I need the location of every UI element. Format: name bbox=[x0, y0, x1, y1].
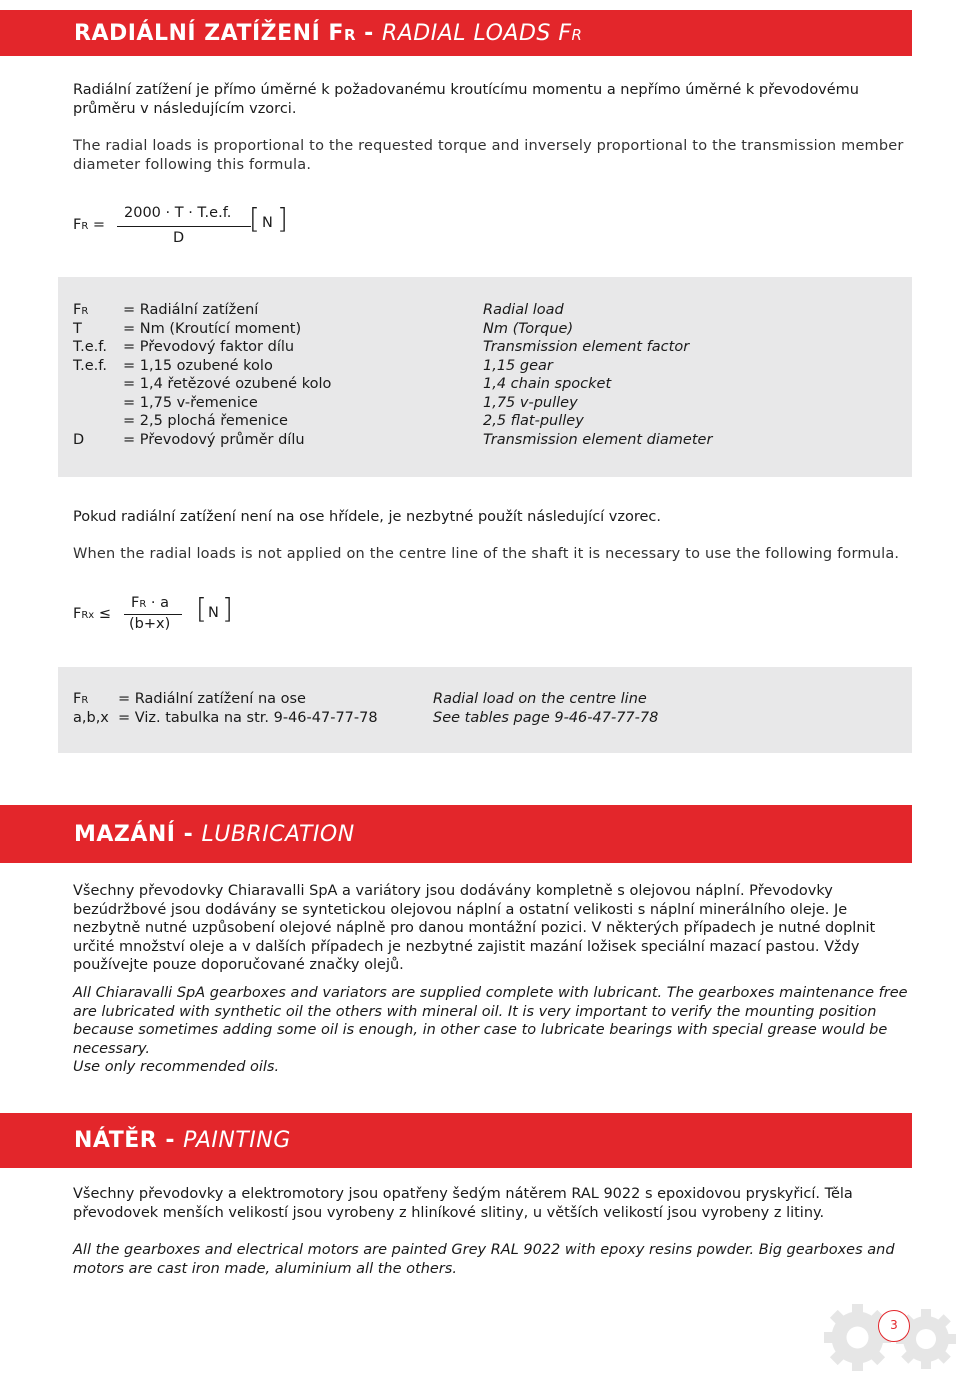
radial-section-header bbox=[0, 10, 912, 56]
formula2-num-sub: R bbox=[139, 599, 147, 610]
formula-unit: N bbox=[262, 215, 273, 231]
legend-desc-cz: = Nm (Kroutící moment) bbox=[123, 320, 302, 337]
legend-desc-cz: = Převodový faktor dílu bbox=[123, 339, 295, 355]
formula2-num-rest: · a bbox=[146, 595, 170, 611]
formula2-leq: ≤ bbox=[98, 606, 111, 622]
radial-title-cz: RADIÁLNÍ ZATÍŽENÍ F bbox=[74, 21, 344, 46]
legend-symbol-text: T.e.f. bbox=[73, 339, 107, 355]
legend-desc-en: 2,5 flat-pulley bbox=[483, 413, 584, 429]
legend-desc-cz: = Radiální zatížení bbox=[123, 302, 259, 318]
formula2-bracket-left: [ bbox=[196, 592, 207, 625]
legend-symbol bbox=[73, 357, 107, 377]
painting-text-en: All the gearboxes and electrical motors are painted Grey RAL 9022 with epoxy resins powder. Big gearboxes and motors are cast iron made, aluminium all the others. bbox=[73, 1242, 895, 1277]
legend-desc-en: 1,15 gear bbox=[483, 357, 553, 374]
formula2-denominator: (b+x) bbox=[129, 616, 171, 632]
legend-desc-cz: = Převodový průměr dílu bbox=[123, 431, 305, 448]
formula-lhs: F bbox=[73, 217, 82, 233]
legend-symbol-text: F bbox=[73, 691, 82, 707]
formula2-lhs: F bbox=[73, 606, 82, 622]
legend-symbol-text: D bbox=[73, 431, 85, 448]
offaxis-legend-box bbox=[58, 667, 912, 753]
page-number: 3 bbox=[890, 1318, 898, 1332]
lubrication-title-en: LUBRICATION bbox=[201, 822, 355, 847]
lubrication-text-cz: Všechny převodovky Chiaravalli SpA a variátory jsou dodávány kompletně s olejovou náplní. Převodovky bezúdržbové jsou dodávány se syntetickou olejovou náplní a ostatní velikosti s náplní minerálního oleje. Je nezbytně nutné uzpůsobení olejové náplně pro danou montážní pozici. V některých případech je nutné doplnit určité množství oleje a v dalších případech je nezbytné zajistit mazání ložisek speciální mazací pastou. Vždy používejte pouze doporučované značky olejů. bbox=[73, 883, 876, 973]
legend-desc-cz: = Radiální zatížení na ose bbox=[118, 691, 306, 707]
formula2-unit: N bbox=[208, 605, 219, 621]
page-number-badge bbox=[878, 1310, 910, 1342]
painting-title-en: PAINTING bbox=[183, 1128, 291, 1153]
lubrication-title-sep: - bbox=[175, 822, 202, 847]
painting-title-sep: - bbox=[157, 1128, 184, 1153]
radial-legend-box bbox=[58, 277, 912, 477]
formula-fraction-line bbox=[117, 226, 251, 227]
formula-denominator: D bbox=[173, 230, 185, 246]
legend-desc-en: 1,75 v-pulley bbox=[483, 394, 578, 411]
radial-intro-cz: Radiální zatížení je přímo úměrné k požadovanému kroutícímu momentu a nepřímo úměrné k převodovému průměru v následujícím vzorci. bbox=[73, 82, 860, 117]
legend-symbol bbox=[73, 320, 82, 340]
legend-symbol-sub: R bbox=[81, 695, 89, 706]
legend-symbol-text: T.e.f. bbox=[73, 357, 107, 374]
offaxis-cz: Pokud radiální zatížení není na ose hřídele, je nezbytné použít následující vzorec. bbox=[73, 509, 662, 525]
legend-symbol bbox=[73, 431, 84, 451]
legend-symbol-sub: R bbox=[81, 306, 89, 317]
legend-desc-en: Radial load bbox=[483, 302, 564, 318]
legend-symbol bbox=[73, 709, 109, 729]
legend-symbol bbox=[73, 338, 107, 358]
lubrication-section-header bbox=[0, 805, 912, 863]
formula-bracket-right: ] bbox=[277, 202, 288, 235]
radial-title-cz-sub: R bbox=[343, 26, 357, 44]
lubrication-title-cz: MAZÁNÍ bbox=[74, 822, 176, 847]
offaxis-en: When the radial loads is not applied on the centre line of the shaft it is necessary to use the following formula. bbox=[73, 546, 900, 562]
legend-symbol bbox=[73, 301, 88, 321]
legend-desc-en: 1,4 chain spocket bbox=[483, 376, 612, 392]
legend-symbol-text: T bbox=[73, 320, 82, 337]
radial-title-sep: - bbox=[356, 21, 382, 46]
formula-bracket-left: [ bbox=[249, 202, 260, 235]
legend-desc-cz: = 1,75 v-řemenice bbox=[123, 394, 258, 411]
legend-symbol-text: a,b,x bbox=[73, 709, 109, 726]
legend-desc-cz: = 2,5 plochá řemenice bbox=[123, 413, 288, 429]
formula2-lhs-sub: Rx bbox=[81, 610, 95, 621]
legend-desc-cz: = Viz. tabulka na str. 9-46-47-77-78 bbox=[118, 709, 378, 726]
painting-text-cz: Všechny převodovky a elektromotory jsou opatřeny šedým nátěrem RAL 9022 s epoxidovou pryskyřicí. Těla převodovek menších velikostí jsou vyrobeny z hliníkové slitiny, u větších velikostí jsou vyrobeny z litiny. bbox=[73, 1186, 853, 1221]
legend-desc-cz: = 1,15 ozubené kolo bbox=[123, 357, 273, 374]
formula-lhs-sub: R bbox=[81, 221, 89, 232]
legend-desc-en: See tables page 9-46-47-77-78 bbox=[433, 709, 659, 726]
legend-desc-en: Transmission element factor bbox=[483, 339, 690, 355]
legend-symbol bbox=[73, 690, 88, 710]
formula2-bracket-right: ] bbox=[222, 592, 233, 625]
legend-symbol-text: F bbox=[73, 302, 82, 318]
formula2-num-sym: F bbox=[131, 595, 140, 611]
legend-desc-en: Transmission element diameter bbox=[483, 431, 713, 448]
radial-intro-en: The radial loads is proportional to the requested torque and inversely proportional to the transmission member diameter following this formula. bbox=[73, 138, 904, 173]
radial-title-en: RADIAL LOADS F bbox=[381, 21, 572, 46]
formula-numerator: 2000 · T · T.e.f. bbox=[124, 205, 232, 221]
legend-desc-en: Nm (Torque) bbox=[483, 320, 574, 337]
legend-desc-cz: = 1,4 řetězové ozubené kolo bbox=[123, 376, 332, 392]
formula2-fraction-line bbox=[124, 614, 182, 615]
painting-section-header bbox=[0, 1113, 912, 1168]
lubrication-text-en-2: Use only recommended oils. bbox=[73, 1059, 280, 1075]
formula-equals: = bbox=[92, 217, 106, 233]
lubrication-text-en: All Chiaravalli SpA gearboxes and variators are supplied complete with lubricant. The gearboxes maintenance free are lubricated with synthetic oil the others with mineral oil. It is very important to verify the mounting position because sometimes adding some oil is enough, in other case to lubricate bearings with special grease would be necessary. bbox=[73, 985, 908, 1057]
legend-desc-en: Radial load on the centre line bbox=[433, 691, 647, 707]
painting-title-cz: NÁTĚR bbox=[74, 1128, 158, 1153]
radial-title-en-sub: R bbox=[571, 26, 583, 44]
